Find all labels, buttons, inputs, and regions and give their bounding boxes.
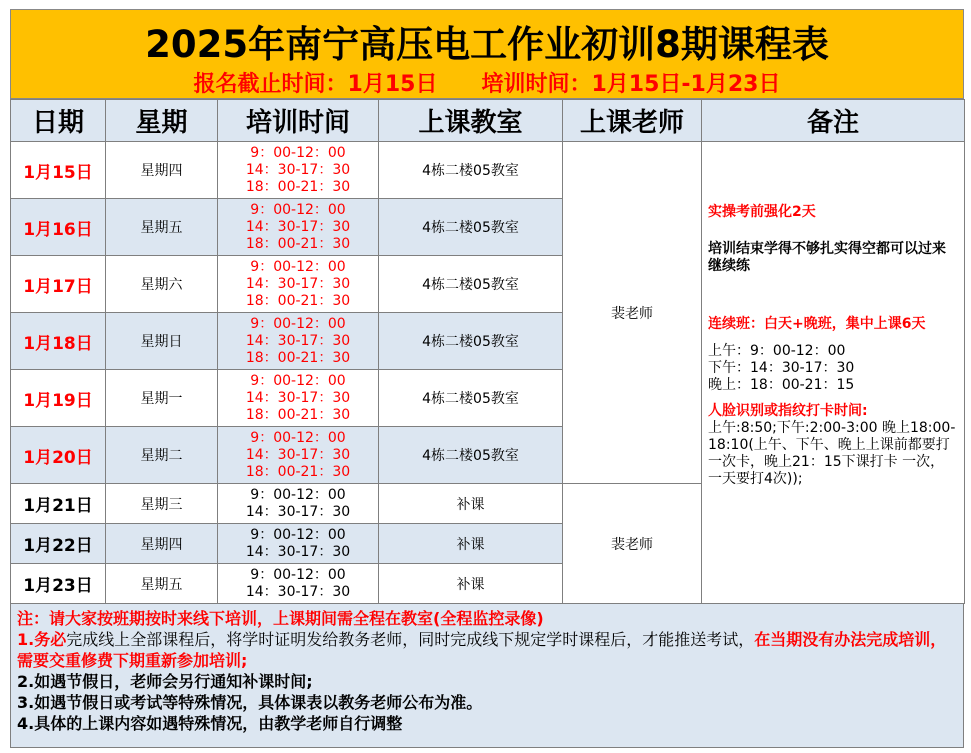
weekday-cell: 星期一 [106,370,218,427]
date-cell: 1月21日 [11,484,106,524]
column-header-room: 上课教室 [379,100,563,142]
room-cell: 4栋二楼05教室 [379,427,563,484]
room-cell: 补课 [379,524,563,564]
remarks-cell [702,142,965,604]
subtitle [11,67,963,98]
room-cell: 4栋二楼05教室 [379,199,563,256]
date-cell: 1月20日 [11,427,106,484]
time-cell: 9：00-12：00 14：30-17：30 18：00-21：30 [218,199,379,256]
weekday-cell: 星期五 [106,564,218,604]
column-header-teacher: 上课老师 [563,100,702,142]
room-cell: 4栋二楼05教室 [379,142,563,199]
remark-continuous-class: 连续班：白天+晚班，集中上课6天 [708,316,926,332]
date-cell: 1月16日 [11,199,106,256]
weekday-cell: 星期四 [106,524,218,564]
training-period: 培训时间：1月15日-1月23日 [481,72,781,97]
registration-deadline: 报名截止时间：1月15日 [193,72,438,97]
remark-evening: 晚上：18：00-21：15 [708,377,855,393]
schedule-sheet [10,9,964,742]
note-line-0: 注：请大家按班期按时来线下培训，上课期间需全程在教室(全程监控录像) [17,609,544,628]
date-cell: 1月17日 [11,256,106,313]
date-cell: 1月19日 [11,370,106,427]
time-cell: 9：00-12：00 14：30-17：30 18：00-21：30 [218,427,379,484]
time-cell: 9：00-12：00 14：30-17：30 [218,524,379,564]
time-cell: 9：00-12：00 14：30-17：30 [218,484,379,524]
remark-afternoon: 下午：14：30-17：30 [708,360,855,376]
date-cell: 1月23日 [11,564,106,604]
teacher-cell: 裴老师 [563,142,702,484]
remark-checkin-title: 人脸识别或指纹打卡时间: [708,403,868,419]
time-cell: 9：00-12：00 14：30-17：30 18：00-21：30 [218,256,379,313]
weekday-cell: 星期六 [106,256,218,313]
weekday-cell: 星期五 [106,199,218,256]
schedule-table [10,99,965,604]
time-cell: 9：00-12：00 14：30-17：30 18：00-21：30 [218,370,379,427]
note-line-3: 3.如遇节假日或考试等特殊情况，具体课表以教务老师公布为准。 [17,693,483,712]
remark-continue: 培训结束学得不够扎实得空都可以过来继续练 [708,241,946,274]
date-cell: 1月18日 [11,313,106,370]
date-cell: 1月15日 [11,142,106,199]
room-cell: 4栋二楼05教室 [379,370,563,427]
time-cell: 9：00-12：00 14：30-17：30 18：00-21：30 [218,142,379,199]
note-line-4: 4.具体的上课内容如遇特殊情况，由教学老师自行调整 [17,714,403,733]
weekday-cell: 星期三 [106,484,218,524]
column-header-remarks: 备注 [702,100,965,142]
notes-box [10,603,964,748]
room-cell: 4栋二楼05教室 [379,256,563,313]
weekday-cell: 星期日 [106,313,218,370]
column-header-date: 日期 [11,100,106,142]
page-title: 2025年南宁高压电工作业初训8期课程表 [145,23,829,66]
table-header-row [11,100,965,142]
header-banner [10,9,964,99]
teacher-cell: 裴老师 [563,484,702,604]
room-cell: 4栋二楼05教室 [379,313,563,370]
table-row [11,142,965,199]
remark-checkin-detail: 上午:8:50;下午:2:00-3:00 晚上18:00-18:10(上午、下午、晚上上课前都要打一次卡，晚上21：15下课打卡 一次，一天要打4次)); [708,420,956,487]
weekday-cell: 星期四 [106,142,218,199]
column-header-time: 培训时间 [218,100,379,142]
room-cell: 补课 [379,564,563,604]
note-line-2: 2.如遇节假日，老师会另行通知补课时间; [17,672,313,691]
remark-practice: 实操考前强化2天 [708,204,816,220]
column-header-weekday: 星期 [106,100,218,142]
weekday-cell: 星期二 [106,427,218,484]
note-line-1: 1.务必完成线上全部课程后，将学时证明发给教务老师，同时完成线下规定学时课程后，才能推送考试，在当期没有办法完成培训，需要交重修费下期重新参加培训; [17,630,947,670]
room-cell: 补课 [379,484,563,524]
remark-morning: 上午：9：00-12：00 [708,343,846,359]
date-cell: 1月22日 [11,524,106,564]
time-cell: 9：00-12：00 14：30-17：30 18：00-21：30 [218,313,379,370]
time-cell: 9：00-12：00 14：30-17：30 [218,564,379,604]
